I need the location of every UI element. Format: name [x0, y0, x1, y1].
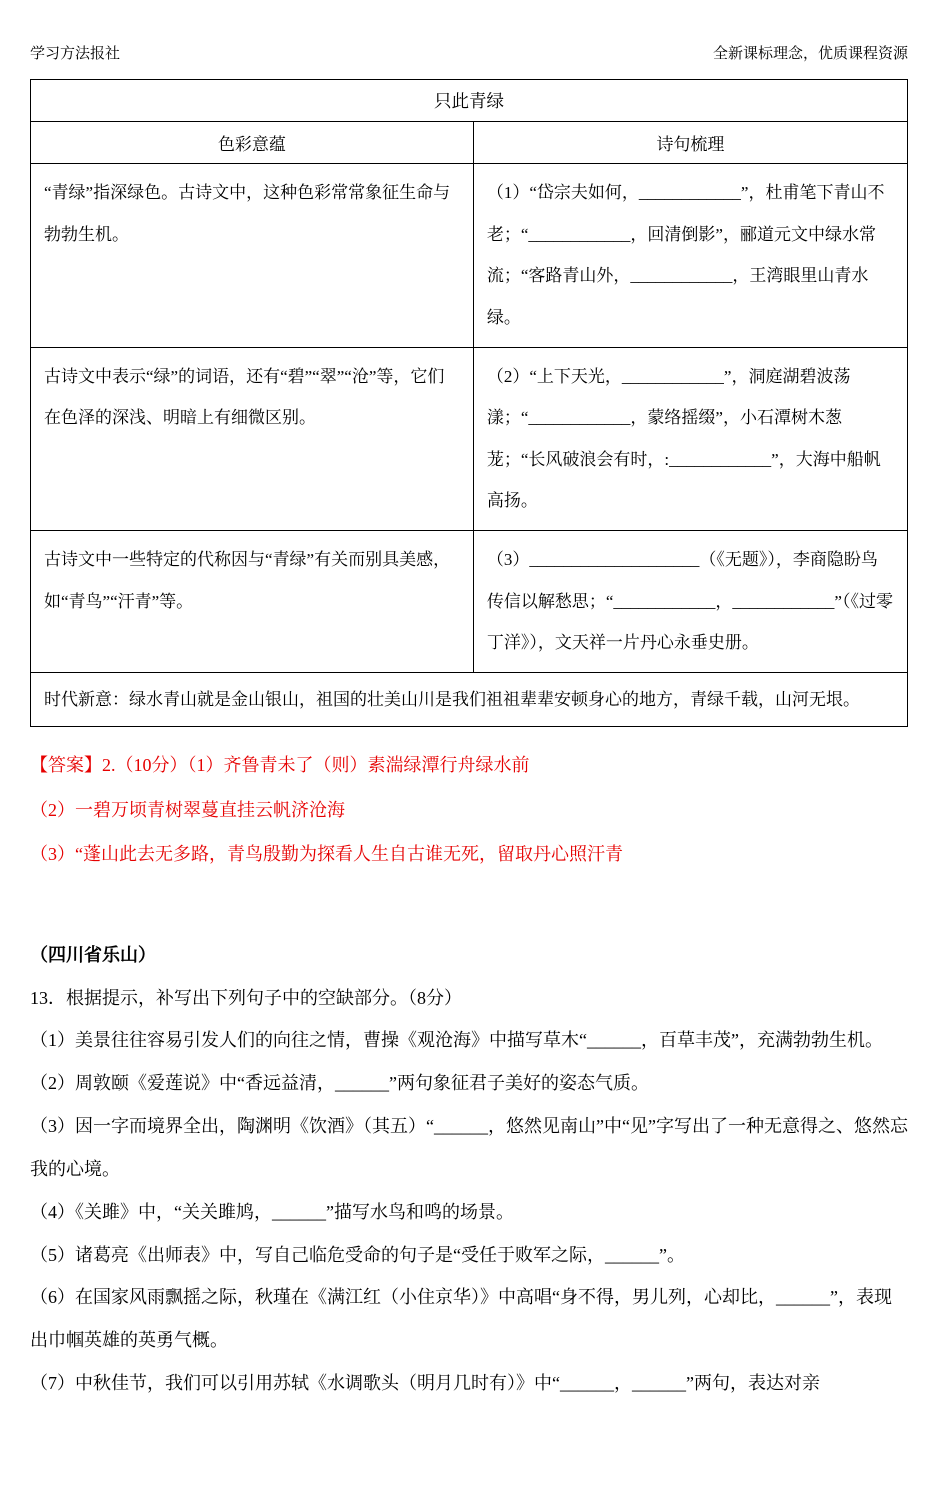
table-cell-right: （1）“岱宗夫如何，____________”，杜甫笔下青山不老；“____________，回清倒影”，郦道元文中绿水常流；“客路青山外，____________，王湾眼里山青水绿。 [473, 164, 907, 348]
table-cell-left: 古诗文中一些特定的代称因与“青绿”有关而别具美感，如“青鸟”“汗青”等。 [31, 531, 474, 673]
table-row [31, 347, 908, 531]
answer-line: （2）一碧万顷青树翠蔓直挂云帆济沧海 [30, 799, 345, 820]
column-header-right: 诗句梳理 [473, 122, 907, 164]
answer-line: （3）“蓬山此去无多路，青鸟殷勤为探看人生自古谁无死，留取丹心照汗青 [30, 843, 623, 864]
table-cell-right: （2）“上下天光，____________”，洞庭湖碧波荡漾；“____________，蒙络摇缀”，小石潭树木葱茏；“长风破浪会有时，:____________”，大海中船帆高扬。 [473, 347, 907, 531]
region-heading: （四川省乐山） [30, 944, 156, 965]
table-footer: 时代新意：绿水青山就是金山银山，祖国的壮美山川是我们祖祖辈辈安顿身心的地方，青绿千载，山河无垠。 [31, 673, 908, 727]
question-item: （7）中秋佳节，我们可以引用苏轼《水调歌头（明月几时有）》中“______，______”两句，表达对亲 [30, 1373, 820, 1393]
column-header-left: 色彩意蕴 [31, 122, 474, 164]
table-title: 只此青绿 [31, 80, 908, 122]
table-row [31, 531, 908, 673]
table-title-row [31, 80, 908, 122]
table-cell-right: （3）____________________（《无题》），李商隐盼鸟传信以解愁思；“____________，____________”（《过零丁洋》），文天祥一片丹心永垂史册。 [473, 531, 907, 673]
question-item: （5）诸葛亮《出师表》中，写自己临危受命的句子是“受任于败军之际，______”。 [30, 1244, 685, 1265]
table-header-row [31, 122, 908, 164]
answer-block [30, 743, 908, 875]
question-item: （6）在国家风雨飘摇之际，秋瑾在《满江红（小住京华）》中高唱“身不得，男儿列，心却比，______”，表现出巾帼英雄的英勇气概。 [30, 1287, 892, 1351]
question-item: （1）美景往往容易引发人们的向往之情，曹操《观沧海》中描写草木“______，百草丰茂”，充满勃勃生机。 [30, 1030, 883, 1051]
question-section [30, 934, 908, 1405]
header-left-text: 学习方法报社 [30, 46, 121, 62]
question-item: （4）《关雎》中，“关关雎鸠，______”描写水鸟和鸣的场景。 [30, 1201, 514, 1222]
question-item: （3）因一字而境界全出，陶渊明《饮酒》（其五）“______，悠然见南山”中“见”字写出了一种无意得之、悠然忘我的心境。 [30, 1116, 908, 1179]
table-cell-left: 古诗文中表示“绿”的词语，还有“碧”“翠”“沧”等，它们在色泽的深浅、明暗上有细微区别。 [31, 347, 474, 531]
poetry-table [30, 79, 908, 727]
page-header [30, 42, 908, 63]
answer-line: 【答案】2.（10分）（1）齐鲁青未了（则）素湍绿潭行舟绿水前 [30, 755, 530, 776]
header-right-text: 全新课标理念，优质课程资源 [712, 46, 908, 62]
table-row [31, 164, 908, 348]
table-footer-row [31, 673, 908, 727]
table-cell-left: “青绿”指深绿色。古诗文中，这种色彩常常象征生命与勃勃生机。 [31, 164, 474, 348]
question-lead: 13．根据提示，补写出下列句子中的空缺部分。（8分） [30, 987, 462, 1008]
question-item: （2）周敦颐《爱莲说》中“香远益清，______”两句象征君子美好的姿态气质。 [30, 1073, 649, 1094]
